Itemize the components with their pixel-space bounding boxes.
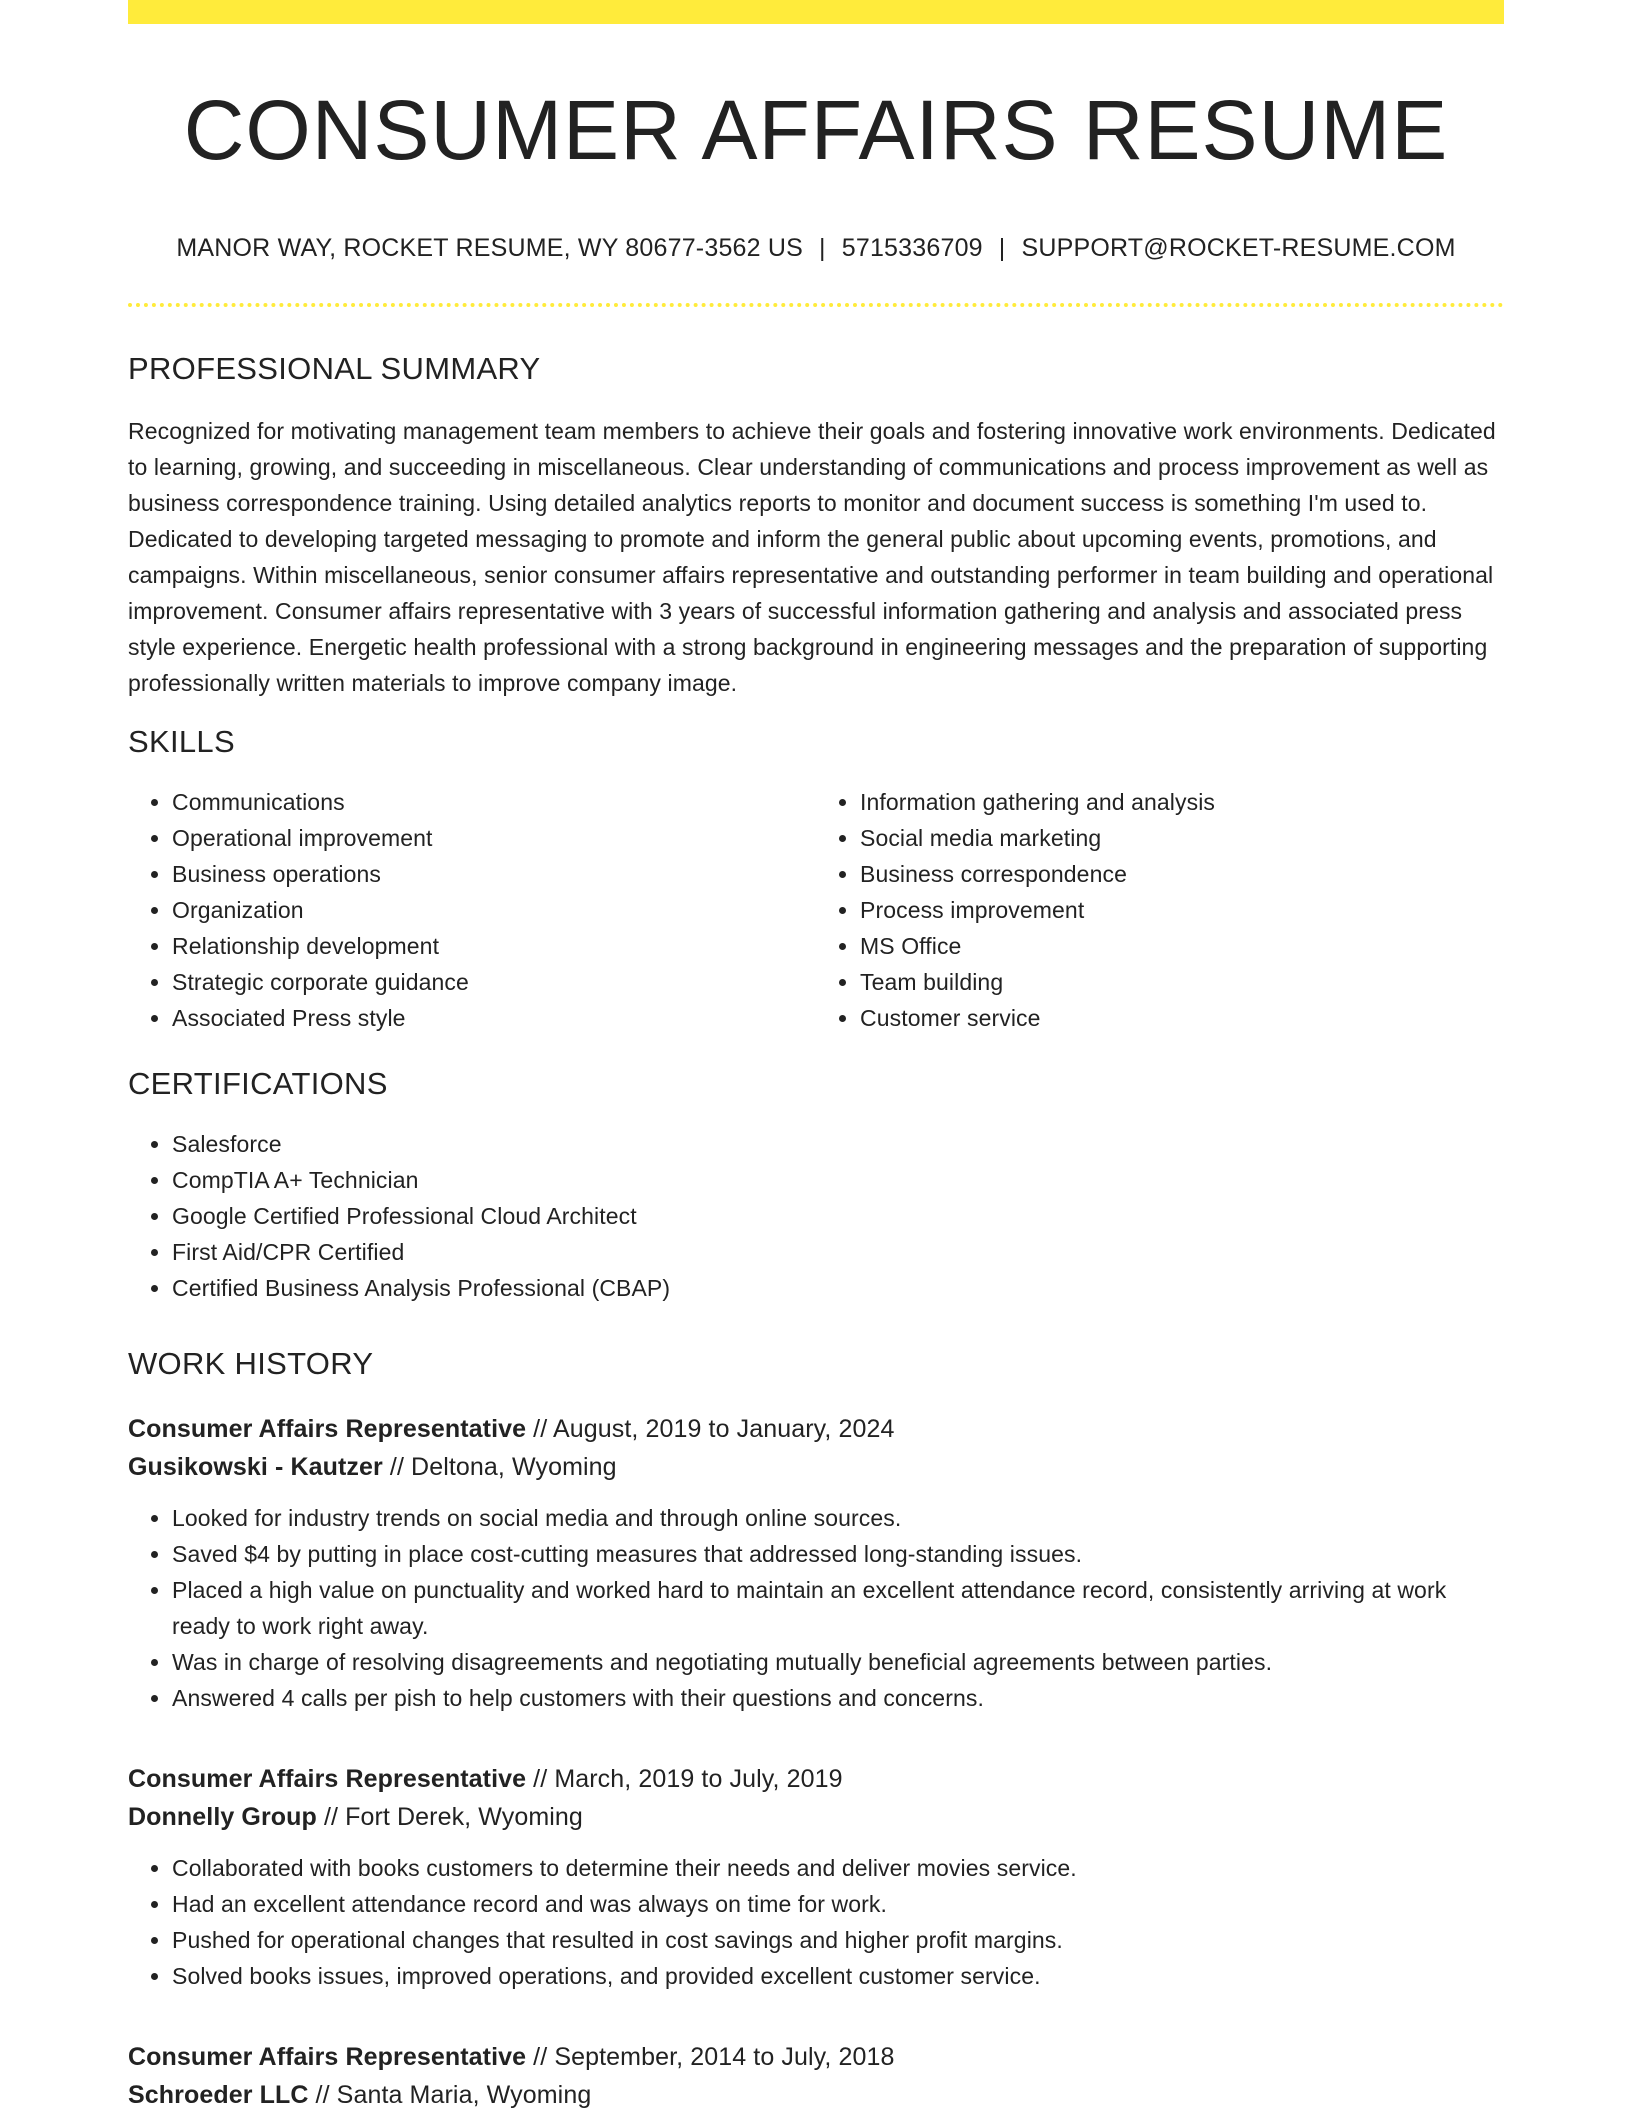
job-title: Consumer Affairs Representative (128, 2043, 527, 2072)
skill-item: • Business correspondence (860, 856, 1504, 892)
job-bullet: • Saved $4 by putting in place cost-cutting measures that addressed long-standing issues. (172, 1536, 1504, 1572)
address: MANOR WAY, ROCKET RESUME, WY 80677-3562 US (176, 234, 804, 263)
job-entry (128, 1760, 1504, 1994)
skills-left-list (128, 784, 816, 1036)
summary-text: Recognized for motivating management team members to achieve their goals and fostering innovative work environments. Dedicated to learning, growing, and succeeding in miscellaneous. Clear understanding of communications and process improvement as well as business correspondence training. Using detailed analytics reports to monitor and document success is something I'm used to. Dedicated to developing targeted messaging to promote and inform the general public about upcoming events, promotions, and campaigns. Within miscellaneous, senior consumer affairs representative and outstanding performer in team building and operational improvement. Consumer affairs representative with 3 years of successful information gathering and analysis and associated press style experience. Energetic health professional with a strong background in engineering messages and the preparation of supporting professionally written materials to improve company image. (128, 418, 1496, 697)
contact-separator: | (998, 234, 1006, 263)
certification-item: • Certified Business Analysis Professional (CBAP) (172, 1270, 1504, 1306)
email: SUPPORT@ROCKET-RESUME.COM (1021, 234, 1456, 263)
job-title: Consumer Affairs Representative (128, 1765, 527, 1794)
job-location: // Deltona, Wyoming (382, 1453, 617, 1482)
skills-columns (128, 784, 1504, 1036)
job-bullet: • Placed a high value on punctuality and worked hard to maintain an excellent attendance record, consistently arriving at work ready to work right away. (172, 1572, 1504, 1644)
skill-item: • Organization (172, 892, 816, 928)
skill-item: • Operational improvement (172, 820, 816, 856)
job-dates: // March, 2019 to July, 2019 (526, 1765, 843, 1794)
job-title-line (128, 1410, 1504, 1448)
skill-item: • Relationship development (172, 928, 816, 964)
job-bullet: • Pushed for operational changes that resulted in cost savings and higher profit margins. (172, 1922, 1504, 1958)
job-title-line (128, 1760, 1504, 1798)
skills-heading: SKILLS (128, 724, 235, 760)
certification-item: • CompTIA A+ Technician (172, 1162, 1504, 1198)
accent-bar (128, 0, 1504, 24)
job-bullet: • Was in charge of resolving disagreements and negotiating mutually beneficial agreements between parties. (172, 1644, 1504, 1680)
work-history-heading: WORK HISTORY (128, 1346, 374, 1382)
job-bullet: • Solved books issues, improved operations, and provided excellent customer service. (172, 1958, 1504, 1994)
skill-item: • Associated Press style (172, 1000, 816, 1036)
contact-separator: | (819, 234, 826, 263)
certification-item: • First Aid/CPR Certified (172, 1234, 1504, 1270)
summary-heading: PROFESSIONAL SUMMARY (128, 351, 541, 387)
job-bullet: • Had an excellent attendance record and was always on time for work. (172, 1886, 1504, 1922)
skill-item: • Customer service (860, 1000, 1504, 1036)
job-bullet: • Collaborated with books customers to determine their needs and deliver movies service. (172, 1850, 1504, 1886)
skill-item: • Strategic corporate guidance (172, 964, 816, 1000)
certification-item: • Google Certified Professional Cloud Architect (172, 1198, 1504, 1234)
skill-item: • Communications (172, 784, 816, 820)
job-company: Schroeder LLC (128, 2081, 309, 2110)
job-company: Gusikowski - Kautzer (128, 1453, 383, 1482)
contact-line (128, 234, 1504, 263)
dotted-divider (128, 303, 1504, 307)
job-bullets (128, 1500, 1504, 1716)
skill-item: • Process improvement (860, 892, 1504, 928)
phone: 5715336709 (841, 234, 983, 263)
resume-page (128, 0, 1504, 2114)
job-company-line (128, 2076, 1504, 2114)
job-title-line (128, 2038, 1504, 2076)
skills-right-list (816, 784, 1504, 1036)
certification-item: • Salesforce (172, 1126, 1504, 1162)
job-dates: // September, 2014 to July, 2018 (526, 2043, 895, 2072)
job-location: // Santa Maria, Wyoming (308, 2081, 592, 2110)
job-company-line (128, 1798, 1504, 1836)
resume-title: CONSUMER AFFAIRS RESUME (183, 83, 1449, 177)
certifications-list (128, 1126, 1504, 1306)
job-dates: // August, 2019 to January, 2024 (526, 1415, 895, 1444)
job-bullet: • Looked for industry trends on social media and through online sources. (172, 1500, 1504, 1536)
job-entry (128, 1410, 1504, 1716)
skill-item: • Team building (860, 964, 1504, 1000)
skill-item: • Information gathering and analysis (860, 784, 1504, 820)
job-bullets (128, 1850, 1504, 1994)
job-company: Donnelly Group (128, 1803, 317, 1832)
job-company-line (128, 1448, 1504, 1486)
job-location: // Fort Derek, Wyoming (316, 1803, 583, 1832)
skill-item: • Business operations (172, 856, 816, 892)
skill-item: • MS Office (860, 928, 1504, 964)
skill-item: • Social media marketing (860, 820, 1504, 856)
job-bullet: • Answered 4 calls per pish to help customers with their questions and concerns. (172, 1680, 1504, 1716)
job-title: Consumer Affairs Representative (128, 1415, 527, 1444)
job-entry (128, 2038, 1504, 2114)
certifications-heading: CERTIFICATIONS (128, 1066, 388, 1102)
